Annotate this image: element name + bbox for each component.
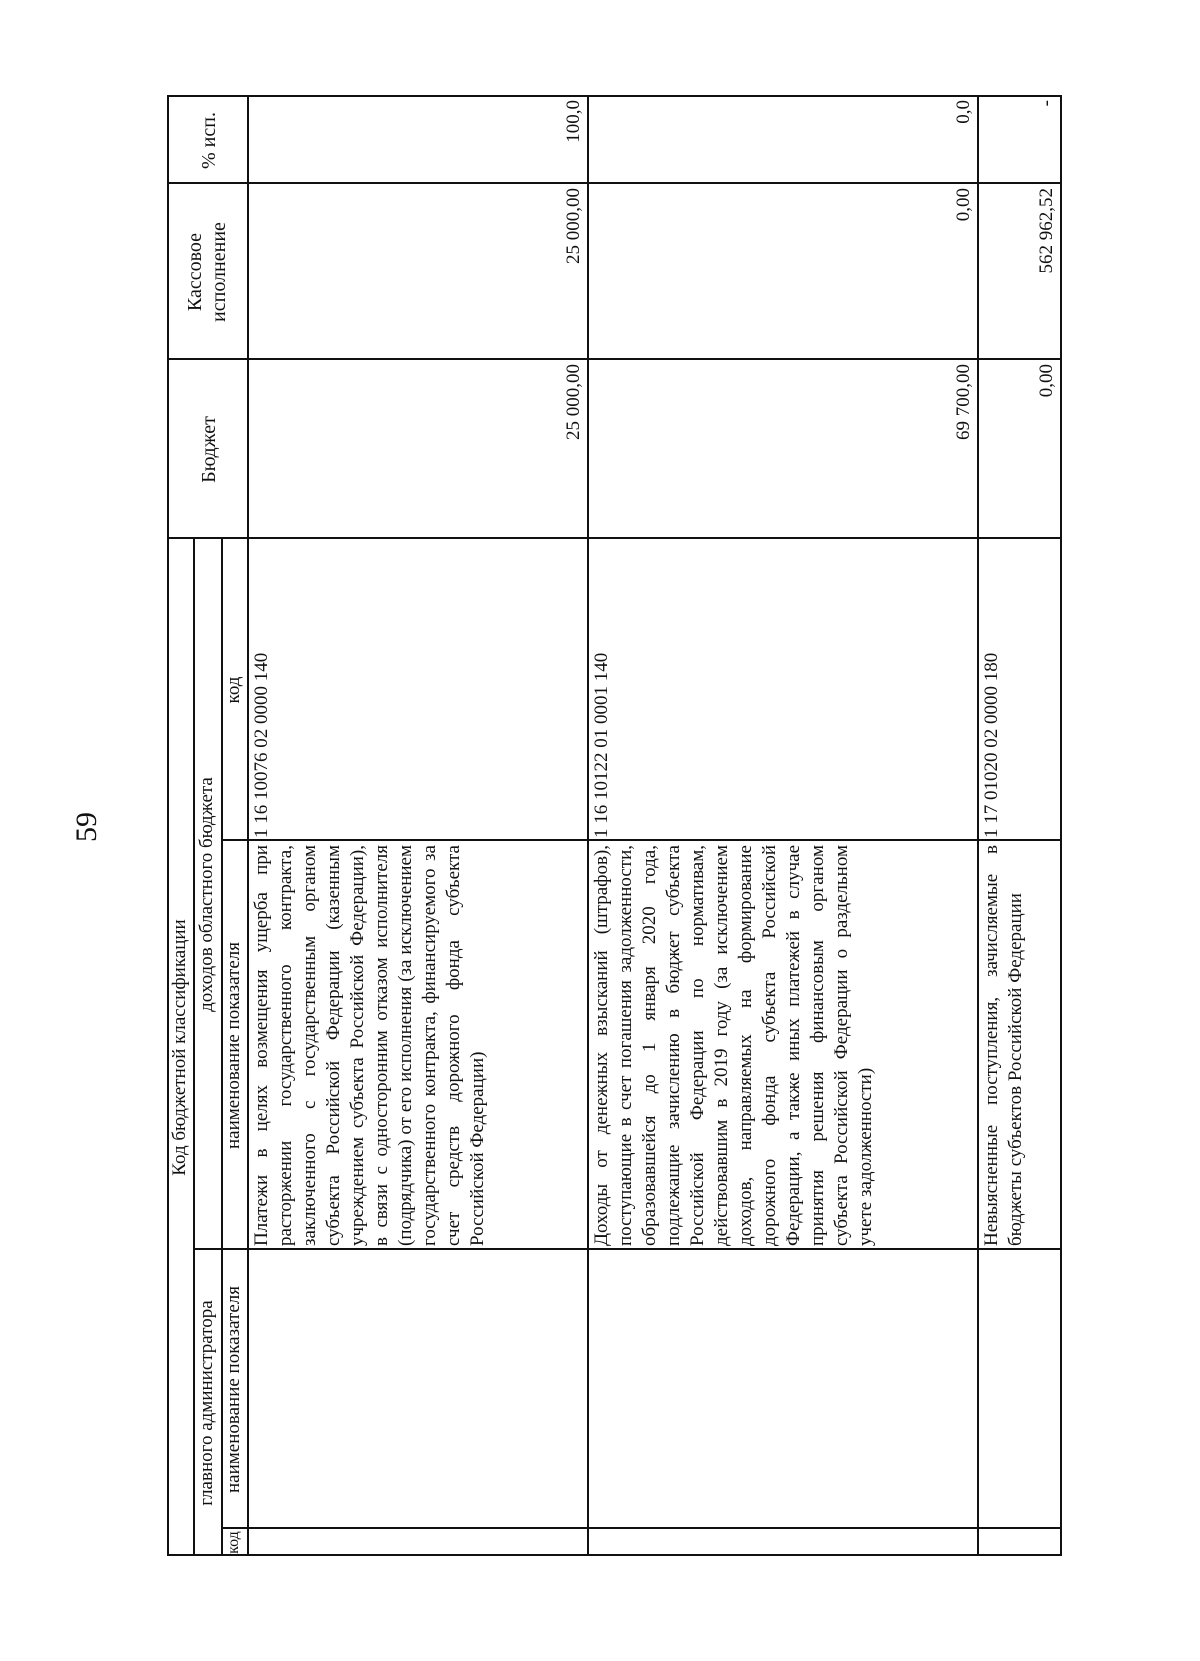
rule-admin — [193, 1249, 1061, 1251]
row-1-name: Платежи в целях возмещения ущерба при расторжении государственного контракта, заключенного с государственным органом субъекта Российской Федерации (казенным учреждением субъекта Российской Федерации), в связи с односторонним отказом исполнителя (подрядчика) от его исполнения (за исключением государственного контракта, финансируемого за счет средств дорожного фонда субъекта Российской Федерации) — [251, 845, 488, 1246]
rule-admin-code — [221, 1528, 1061, 1530]
rule-row-2 — [977, 96, 979, 1556]
row-1-percent: 100,0 — [563, 100, 584, 143]
header-income: доходов областного бюджета — [196, 777, 217, 1012]
rule-income — [167, 538, 1062, 540]
row-1-code: 1 16 10076 02 0000 140 — [251, 652, 272, 838]
row-2-code: 1 16 10122 01 0001 140 — [591, 652, 612, 838]
row-2-budget: 69 700,00 — [953, 364, 974, 440]
rule-bottom — [1060, 96, 1062, 1556]
header-percent: % исп. — [198, 112, 220, 169]
budget-table — [167, 96, 1062, 1556]
header-budget: Бюджет — [198, 416, 220, 483]
row-3-percent: - — [1036, 100, 1057, 107]
row-2-name: Доходы от денежных взысканий (штрафов), поступающие в счет погашения задолженности, образовавшейся до 1 января 2020 года, подлежащие зачислению в бюджет субъекта Российской Федерации по нормативам, действовавшим в 2019 году (за исключением доходов, направляемых на формирование дорожного фонда субъекта Российской Федерации, а также иных платежей в случае принятия решения финансовым органом субъекта Российской Федерации о раздельном учете задолженности) — [591, 845, 876, 1246]
rule-row-1 — [587, 96, 589, 1556]
rule-budget — [167, 359, 1062, 361]
row-1-cash: 25 000,00 — [563, 188, 584, 264]
page-number: 59 — [70, 812, 103, 842]
row-3-budget: 0,00 — [1036, 364, 1057, 398]
header-admin-name: наименование показателя — [223, 1286, 244, 1494]
header-group: Код бюджетной классификации — [169, 919, 190, 1176]
rule-header-bottom — [247, 96, 249, 1556]
row-2-percent: 0,0 — [953, 100, 974, 124]
row-3-name: Невыясненные поступления, зачисляемые в бюджеты субъектов Российской Федерации — [981, 845, 1026, 1246]
row-1-budget: 25 000,00 — [563, 364, 584, 440]
row-3-cash: 562 962,52 — [1036, 188, 1057, 274]
header-income-code: код — [223, 676, 244, 704]
row-3-code: 1 17 01020 02 0000 180 — [981, 652, 1002, 838]
header-admin: главного администратора — [196, 1300, 217, 1506]
rule-cash — [167, 183, 1062, 185]
header-cash: Кассовое исполнение — [184, 222, 230, 322]
rule-right — [167, 96, 1062, 98]
row-2-cash: 0,00 — [953, 188, 974, 222]
rule-income-name — [221, 840, 1061, 842]
header-income-name: наименование показателя — [223, 942, 244, 1150]
header-admin-code: код — [225, 1531, 242, 1554]
rule-left — [167, 1555, 1062, 1557]
